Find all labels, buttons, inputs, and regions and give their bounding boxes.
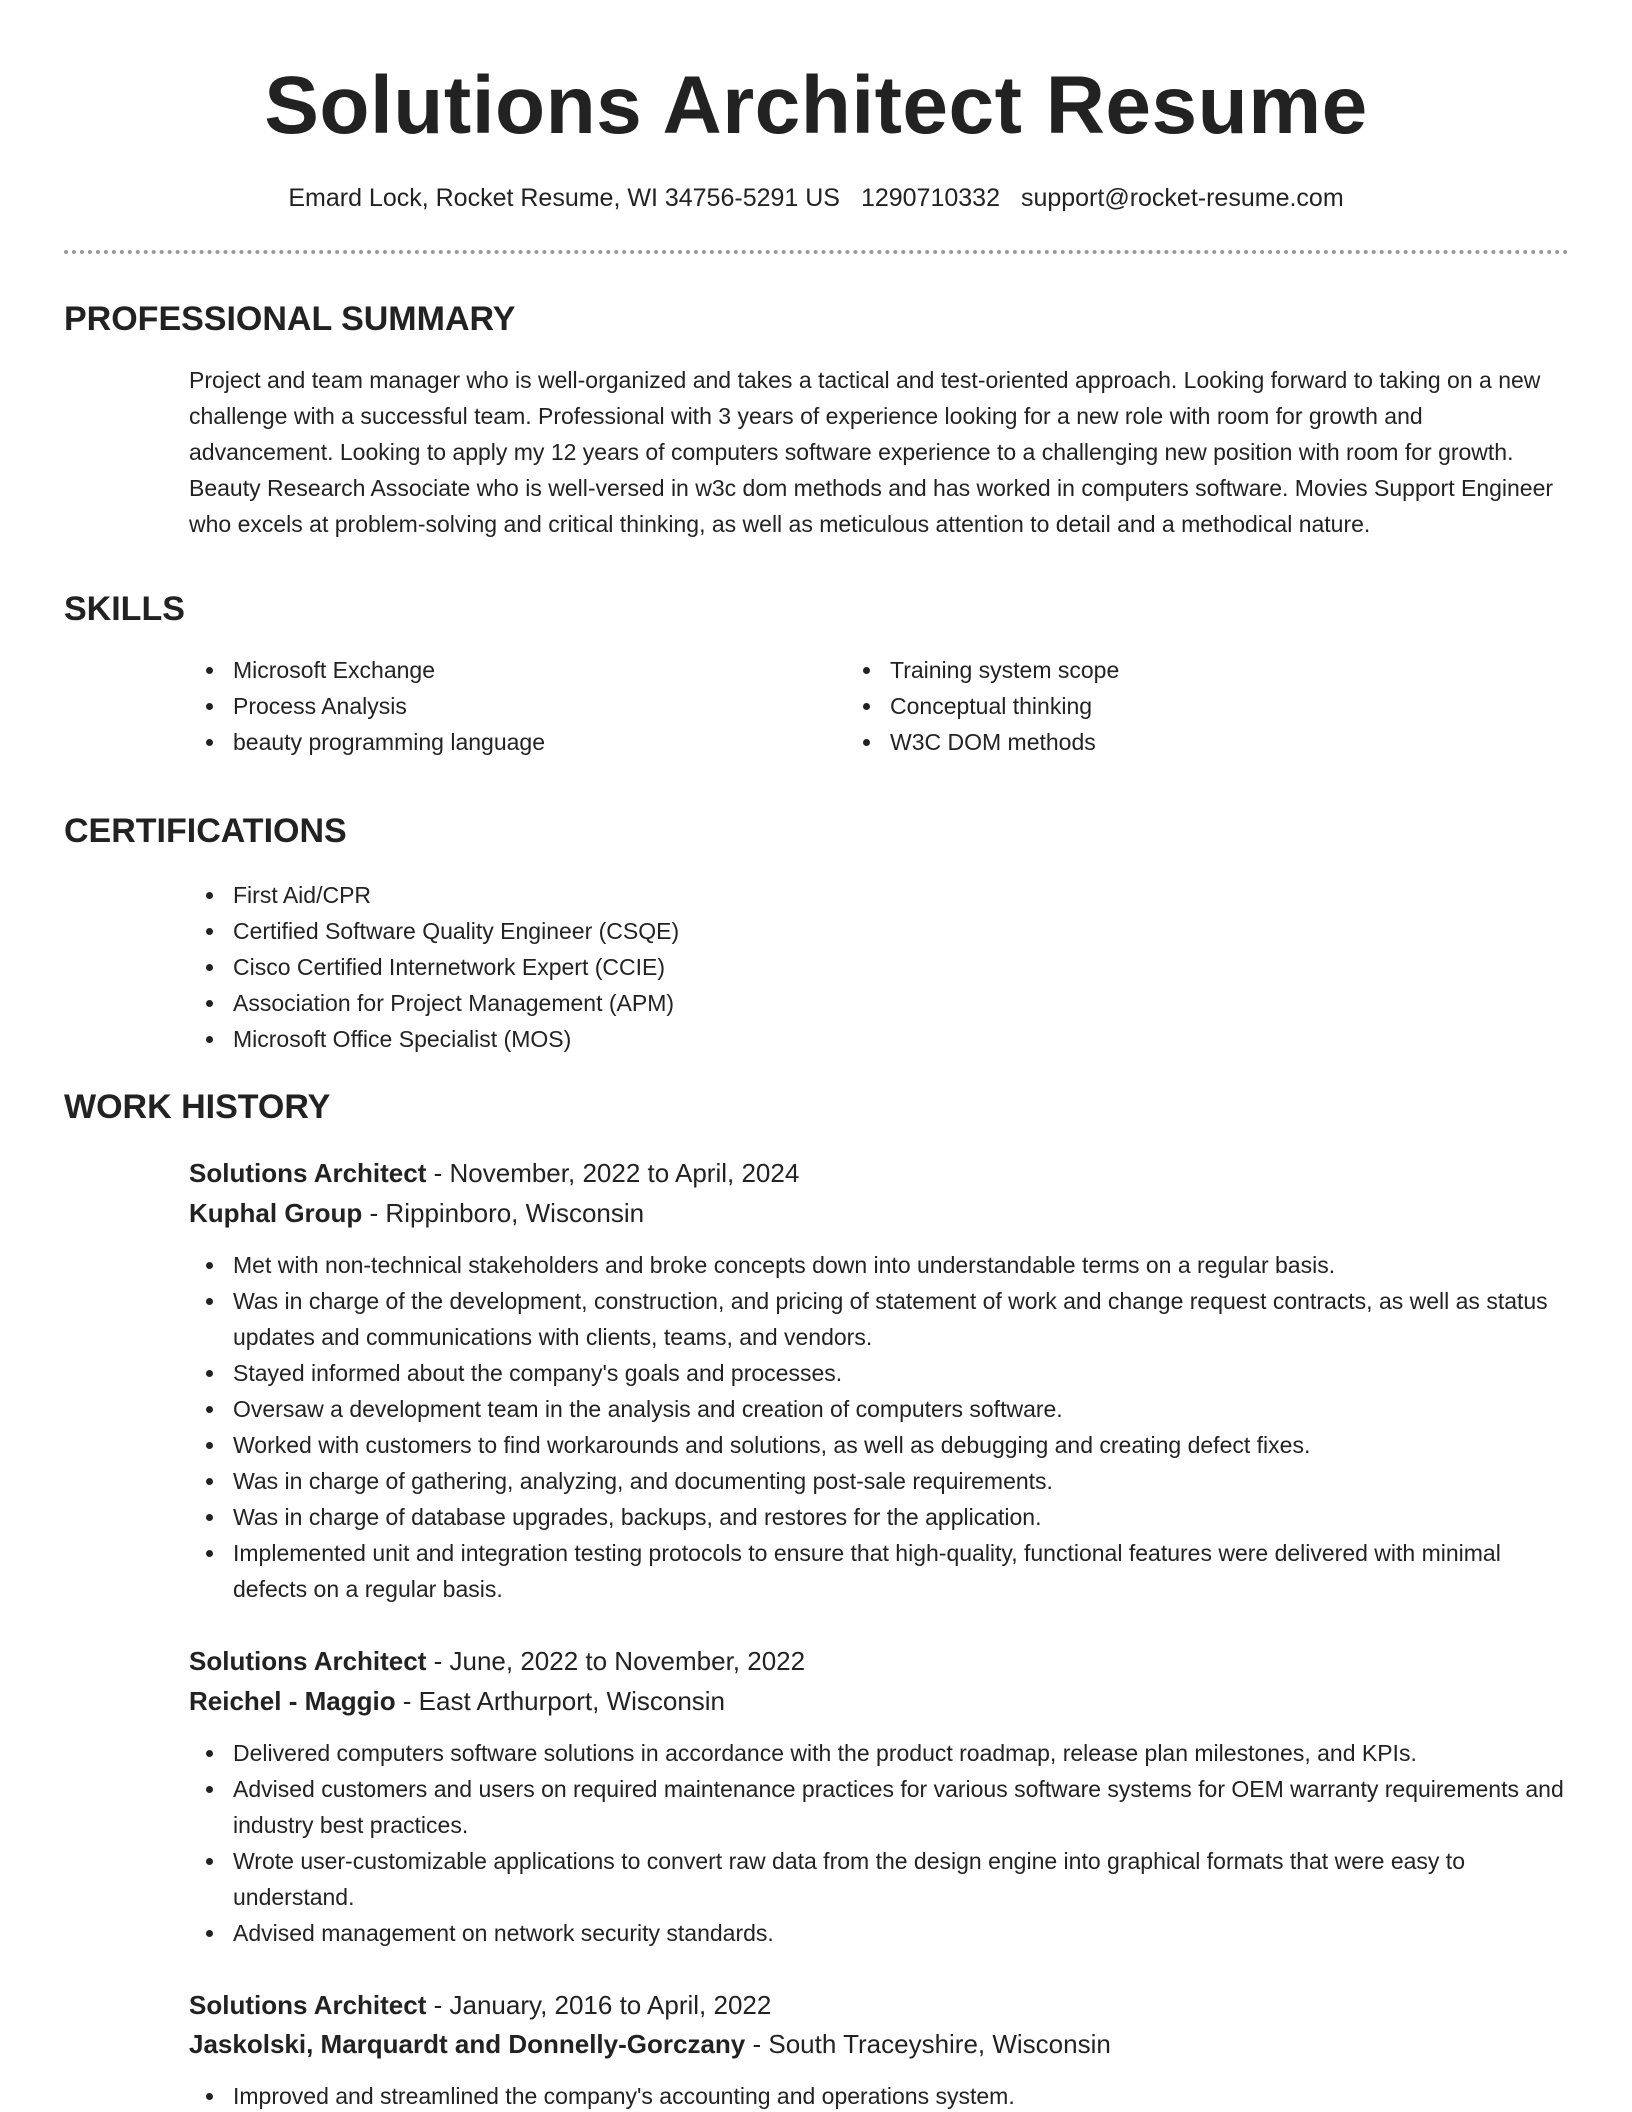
list-item: Stayed informed about the company's goals and processes. — [189, 1355, 1569, 1391]
list-item: beauty programming language — [189, 724, 829, 760]
job-1-location: - Rippinboro, Wisconsin — [362, 1198, 645, 1228]
list-item: Was in charge of gathering, analyzing, and documenting post-sale requirements. — [189, 1463, 1569, 1499]
contact-address: Emard Lock, Rocket Resume, WI 34756-5291 US — [288, 184, 840, 212]
job-3-title-line — [189, 1987, 771, 2023]
skills-list-right — [846, 652, 1546, 760]
summary-text: Project and team manager who is well-organized and takes a tactical and test-oriented approach. Looking forward to taking on a new challenge with a successful team. Professional with 3 years of experience looking for a new role with room for growth and advancement. Looking to apply my 12 years of computers software experience to a challenging new position with room for growth. Beauty Research Associate who is well-versed in w3c dom methods and has worked in computers software. Movies Support Engineer who excels at problem-solving and critical thinking, as well as meticulous attention to detail and a methodical nature. — [189, 367, 1554, 537]
list-item: Process Analysis — [189, 688, 829, 724]
header-divider — [64, 250, 1569, 254]
list-item: Was in charge of the development, construction, and pricing of statement of work and change request contracts, as well as status updates and communications with clients, teams, and vendors. — [189, 1283, 1569, 1355]
certifications-list — [189, 877, 1569, 1057]
list-item: Wrote user-customizable applications to convert raw data from the design engine into graphical formats that were easy to understand. — [189, 1843, 1569, 1915]
contact-phone: 1290710332 — [860, 184, 1000, 212]
list-item: Advised customers and users on required maintenance practices for various software systems for OEM warranty requirements and industry best practices. — [189, 1771, 1569, 1843]
job-3-location: - South Traceyshire, Wisconsin — [745, 2029, 1111, 2059]
list-item: Met with non-technical stakeholders and broke concepts down into understandable terms on a regular basis. — [189, 1247, 1569, 1283]
list-item: First Aid/CPR — [189, 877, 1569, 913]
contact-email: support@rocket-resume.com — [1020, 184, 1344, 212]
list-item: Conceptual thinking — [846, 688, 1546, 724]
job-3-bullets — [189, 2078, 1569, 2112]
list-item: W3C DOM methods — [846, 724, 1546, 760]
resume-title: Solutions Architect Resume — [264, 60, 1368, 151]
list-item: Delivered computers software solutions in accordance with the product roadmap, release plan milestones, and KPIs. — [189, 1735, 1569, 1771]
list-item: Worked with customers to find workarounds and solutions, as well as debugging and creating defect fixes. — [189, 1427, 1569, 1463]
certifications-heading: CERTIFICATIONS — [64, 812, 347, 850]
skills-list-left — [189, 652, 829, 760]
job-2-title: Solutions Architect — [189, 1646, 427, 1676]
job-2-title-line — [189, 1643, 805, 1679]
list-item: Microsoft Office Specialist (MOS) — [189, 1021, 1569, 1057]
list-item: Association for Project Management (APM) — [189, 985, 1569, 1021]
job-1-title-line — [189, 1155, 799, 1191]
job-2-company: Reichel - Maggio — [189, 1686, 396, 1716]
job-1-company: Kuphal Group — [189, 1198, 363, 1228]
list-item: Implemented unit and integration testing protocols to ensure that high-quality, functional features were delivered with minimal defects on a regular basis. — [189, 1535, 1569, 1607]
job-3-dates: - January, 2016 to April, 2022 — [426, 1990, 772, 2020]
job-3-company: Jaskolski, Marquardt and Donnelly-Gorczany — [189, 2029, 746, 2059]
list-item: Advised management on network security standards. — [189, 1915, 1569, 1951]
list-item: Was in charge of database upgrades, backups, and restores for the application. — [189, 1499, 1569, 1535]
summary-heading: PROFESSIONAL SUMMARY — [64, 300, 516, 338]
job-3-title: Solutions Architect — [189, 1990, 427, 2020]
skills-heading: SKILLS — [64, 590, 185, 628]
work-history-heading: WORK HISTORY — [64, 1088, 331, 1126]
list-item: Cisco Certified Internetwork Expert (CCIE) — [189, 949, 1569, 985]
job-1-title: Solutions Architect — [189, 1158, 427, 1188]
job-2-company-line — [189, 1683, 725, 1719]
job-1-dates: - November, 2022 to April, 2024 — [426, 1158, 800, 1188]
list-item: Oversaw a development team in the analysis and creation of computers software. — [189, 1391, 1569, 1427]
list-item: Training system scope — [846, 652, 1546, 688]
job-2-bullets — [189, 1735, 1569, 1951]
job-2-dates: - June, 2022 to November, 2022 — [426, 1646, 806, 1676]
job-3-company-line — [189, 2026, 1111, 2062]
job-1-bullets — [189, 1247, 1569, 1607]
job-1-company-line — [189, 1195, 644, 1231]
list-item: Microsoft Exchange — [189, 652, 829, 688]
list-item: Improved and streamlined the company's accounting and operations system. — [189, 2078, 1569, 2112]
list-item: Certified Software Quality Engineer (CSQE) — [189, 913, 1569, 949]
contact-line — [0, 182, 1632, 214]
job-2-location: - East Arthurport, Wisconsin — [395, 1686, 726, 1716]
